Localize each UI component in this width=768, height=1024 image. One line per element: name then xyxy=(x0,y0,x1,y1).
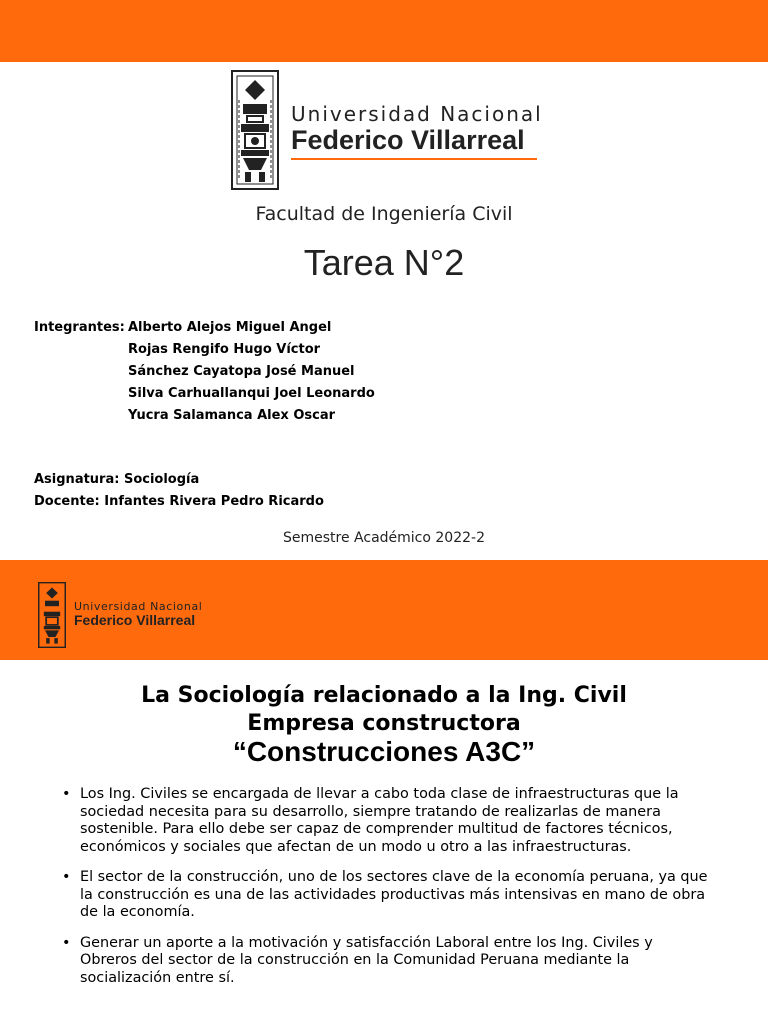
logo-underline xyxy=(291,158,537,160)
subject-line: Asignatura: Sociología xyxy=(34,472,200,487)
members-block xyxy=(34,317,375,427)
bullet-text: Los Ing. Civiles se encargada de llevar a cabo toda clase de infraestructuras que la sociedad necesita para su desarrollo, siempre tratando de realizarlas de manera sostenible. Para ello debe ser capaz de comprender multitud de factores técnicos, económicos y sociales que afectan de un modo u otro a las infraestructuras. xyxy=(80,786,679,855)
member-row xyxy=(34,383,375,405)
university-emblem-icon xyxy=(231,70,279,190)
slide2-title xyxy=(0,682,768,766)
bullet-icon: • xyxy=(62,934,71,951)
top-orange-band xyxy=(0,0,768,62)
university-logo xyxy=(231,70,541,194)
course-info xyxy=(34,469,324,513)
bullet-icon: • xyxy=(62,786,71,802)
slide2-title-line1: La Sociología relacionado a la Ing. Civil xyxy=(141,683,627,708)
bullet-text: Generar un aporte a la motivación y satisfacción Laboral entre los Ing. Civiles y Obreros del sector de la construcción en la Comunidad Peruana mediante la socialización entre sí. xyxy=(80,934,653,986)
faculty-name: Facultad de Ingeniería Civil xyxy=(255,203,513,225)
bullet-list xyxy=(62,786,712,1000)
member-row xyxy=(34,317,375,339)
list-item xyxy=(62,869,712,922)
university-emblem-icon xyxy=(38,582,66,648)
member-row xyxy=(34,361,375,383)
bullet-icon: • xyxy=(62,869,71,885)
member-row xyxy=(34,339,375,361)
semester-line: Semestre Académico 2022-2 xyxy=(283,530,485,546)
task-title: Tarea N°2 xyxy=(303,242,465,283)
university-logo-small xyxy=(38,582,218,648)
member-row xyxy=(34,405,375,427)
university-name-line2: Federico Villarreal xyxy=(74,612,196,628)
member-name: Rojas Rengifo Hugo Víctor xyxy=(128,342,321,357)
teacher-line: Docente: Infantes Rivera Pedro Ricardo xyxy=(34,494,324,509)
member-name: Alberto Alejos Miguel Angel xyxy=(128,320,332,335)
members-label: Integrantes: xyxy=(34,320,125,335)
university-name-line1: Universidad Nacional xyxy=(74,600,203,613)
logo-underline xyxy=(74,630,210,631)
list-item xyxy=(62,935,712,988)
member-name: Silva Carhuallanqui Joel Leonardo xyxy=(128,386,375,401)
university-name-line1: Universidad Nacional xyxy=(291,102,543,126)
university-name-line2: Federico Villarreal xyxy=(291,125,525,155)
member-name: Sánchez Cayatopa José Manuel xyxy=(128,364,355,379)
slide2-title-line2: Empresa constructora xyxy=(247,711,521,736)
list-item xyxy=(62,786,712,856)
company-name: “Construcciones A3C” xyxy=(232,736,536,767)
bullet-text: El sector de la construcción, uno de los sectores clave de la economía peruana, ya que la construcción es una de las actividades productivas más intensivas en mano de obra de la economía. xyxy=(80,869,708,920)
member-name: Yucra Salamanca Alex Oscar xyxy=(128,408,336,423)
